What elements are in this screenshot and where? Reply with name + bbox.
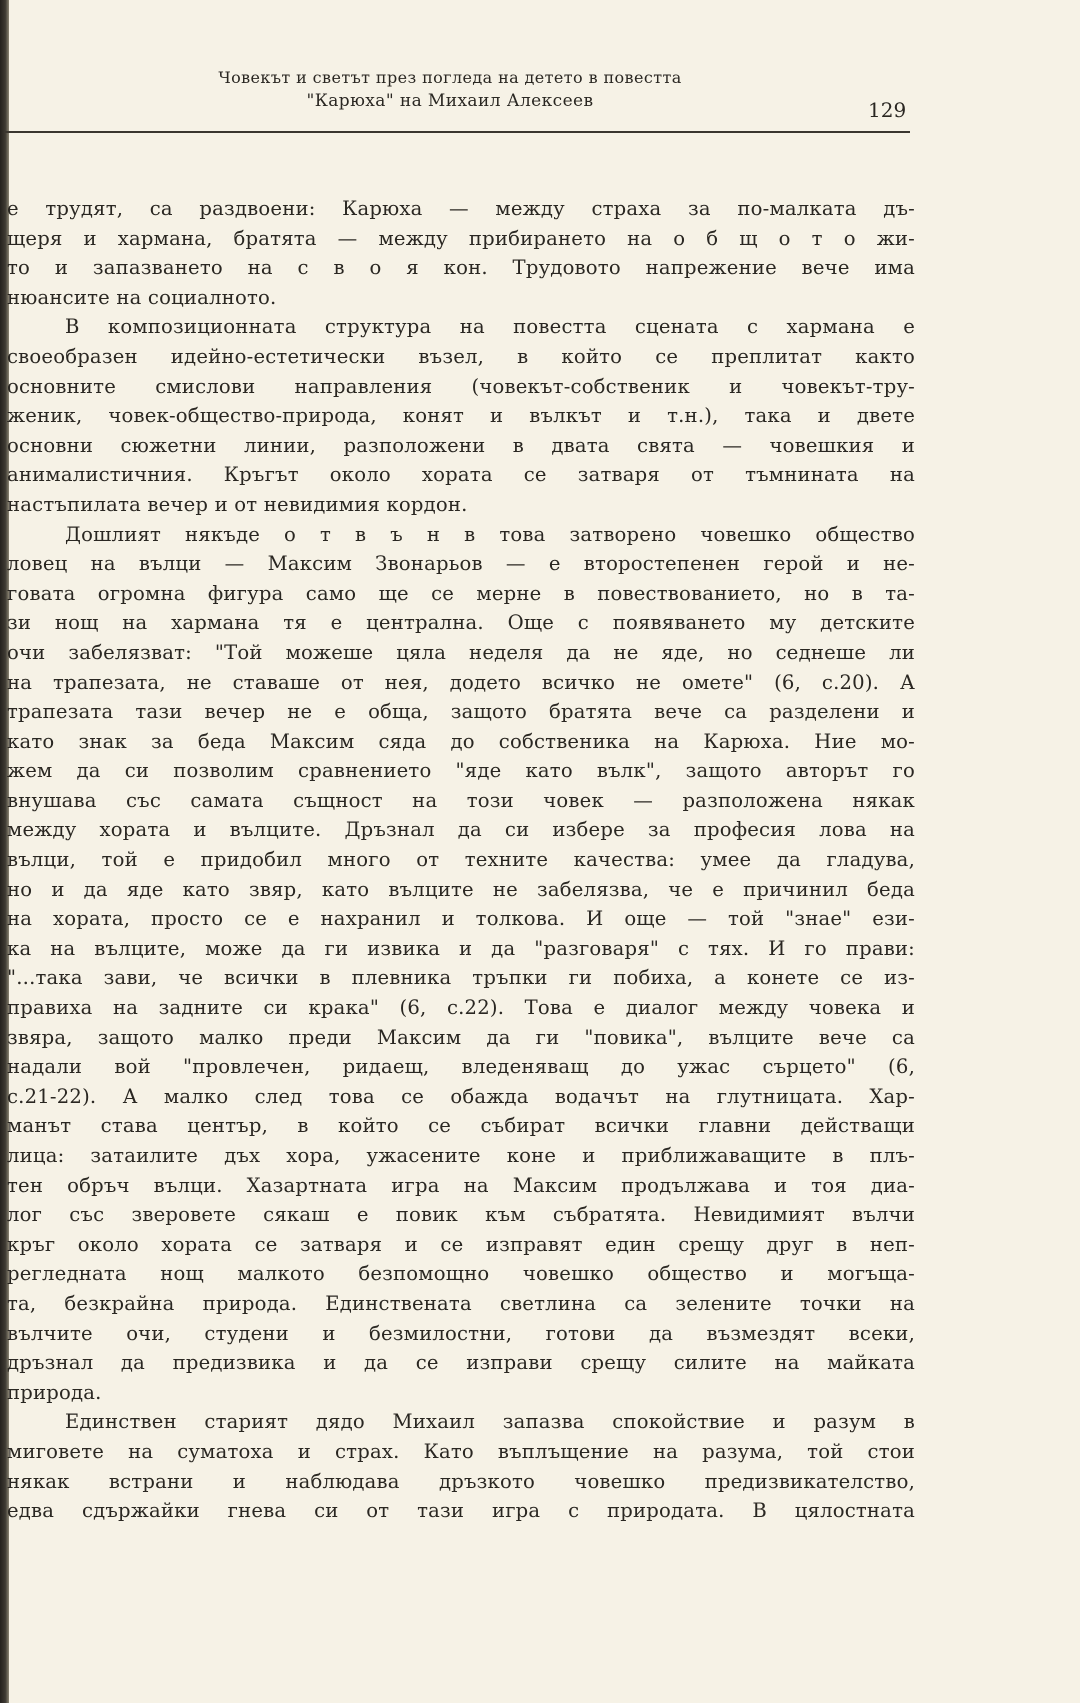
- header-rule: [5, 131, 910, 133]
- text-line: щеря и харманa, братята — между прибирането на о б щ о т о жи-: [7, 226, 915, 250]
- text-line: лица: затаилите дъх хора, ужасените коне и приближаващите в плъ-: [7, 1144, 915, 1167]
- text-line: регледната нощ малкото безпомощно човешко общество и могъща-: [7, 1262, 915, 1286]
- text-line: правиха на задните си крака" (6, с.22). Това е диалог между човека и: [7, 996, 915, 1020]
- text-line: зи нощ на хармана тя е централна. Още с появяването му детските: [7, 611, 915, 635]
- text-line: Дошлият някъде о т в ъ н в това затворено човешко общество: [65, 522, 915, 546]
- text-line: та, безкрайна природа. Единствената светлина са зелените точки на: [7, 1291, 915, 1315]
- text-line: вълци, той е придобил много от техните качества: умее да гладува,: [7, 848, 915, 872]
- running-title-line-1: Човекът и светът през погледа на детето в повестта: [218, 68, 682, 87]
- text-line: лог със зверовете сякаш е повик към събратята. Невидимият вълчи: [7, 1203, 915, 1227]
- text-line: на трапезата, не ставаше от нея, додето всичко не омете" (6, с.20). А: [7, 670, 915, 694]
- text-line: дръзнал да предизвика и да се изправи срещу силите на майката: [7, 1351, 915, 1375]
- text-line: звяра, защото малко преди Максим да ги "повика", вълците вече са: [7, 1025, 915, 1049]
- text-line: надали вой "провлечен, ридаещ, вледеняващ до ужас сърцето" (6,: [7, 1055, 915, 1079]
- page-number: 129: [868, 98, 907, 122]
- text-line: едва сдържайки гнева си от тази игра с природата. В цялостната: [7, 1499, 915, 1523]
- running-title-line-2: "Карюха" на Михаил Алексеев: [306, 91, 594, 111]
- text-line: основните смислови направления (човекът-собственик и човекът-тру-: [7, 374, 915, 398]
- text-line: ловец на вълци — Максим Звонарьов — е второстепенен герой и не-: [7, 552, 915, 576]
- text-line: жем да си позволим сравнението "яде като вълк", защото авторът го: [7, 759, 915, 783]
- text-line: говата огромна фигура само ще се мерне в повествованието, но в та-: [7, 581, 915, 605]
- text-line: на хората, просто се е нахранил и толкова. И още — той "знае" ези-: [7, 907, 915, 931]
- text-line: В композиционната структура на повестта сцената с хармана е: [65, 315, 915, 339]
- text-line: някак встрани и наблюдава дръзкото човешко предизвикателство,: [7, 1469, 915, 1493]
- text-line: като знак за беда Максим сяда до собственика на Карюха. Ние мо-: [7, 729, 915, 753]
- text-line: природа.: [7, 1380, 102, 1404]
- text-line: тен обръч вълци. Хазартната игра на Максим продължава и тоя диа-: [7, 1173, 915, 1197]
- text-line: миговете на суматоха и страх. Като въплъщение на разума, той стои: [7, 1439, 915, 1463]
- text-line: женик, човек-общество-природа, конят и вълкът и т.н.), така и двете: [7, 404, 915, 428]
- text-line: внушава със самата същност на този човек — разположена някак: [7, 788, 915, 812]
- text-line: ка на вълците, може да ги извика и да "разговаря" с тях. И го прави:: [7, 936, 915, 960]
- body-text: [7, 194, 915, 1526]
- text-line: "...така зави, че всички в плевника тръпки ги побиха, а конете се из-: [7, 966, 915, 990]
- text-line: манът става център, в който се събират всички главни действащи: [7, 1114, 915, 1138]
- text-line: с.21-22). А малко след това се обажда водачът на глутницата. Хар-: [7, 1084, 915, 1108]
- text-line: анималистичния. Кръгът около хората се затваря от тъмнината на: [7, 463, 915, 487]
- text-line: трапезата тази вечер не е обща, защото братята вече са разделени и: [7, 700, 915, 724]
- text-line: между хората и вълците. Дръзнал да си избере за професия лова на: [7, 818, 915, 842]
- text-line: своеобразен идейно-естетически възел, в който се преплитат както: [7, 344, 915, 368]
- text-line: кръг около хората се затваря и се изправят един срещу друг в неп-: [7, 1232, 915, 1256]
- text-line: очи забелязват: "Той можеше цяла неделя да не яде, но седнеше ли: [7, 640, 915, 664]
- text-line: то и запазването на с в о я кон. Трудовото напрежение вече има: [7, 256, 915, 280]
- text-line: но и да яде като звяр, като вълците не забелязва, че е причинил беда: [7, 877, 915, 901]
- text-line: е трудят, са раздвоени: Карюха — между страха за по-малката дъ-: [7, 197, 915, 220]
- running-header: [140, 68, 910, 111]
- text-line: нюансите на социалното.: [7, 285, 277, 309]
- text-line: Единствен старият дядо Михаил запазва спокойствие и разум в: [65, 1410, 915, 1434]
- text-line: основни сюжетни линии, разположени в двата свята — човешкия и: [7, 433, 915, 457]
- text-line: вълчите очи, студени и безмилостни, готови да възмездят всеки,: [7, 1321, 915, 1345]
- text-line: настъпилата вечер и от невидимия кордон.: [7, 492, 468, 516]
